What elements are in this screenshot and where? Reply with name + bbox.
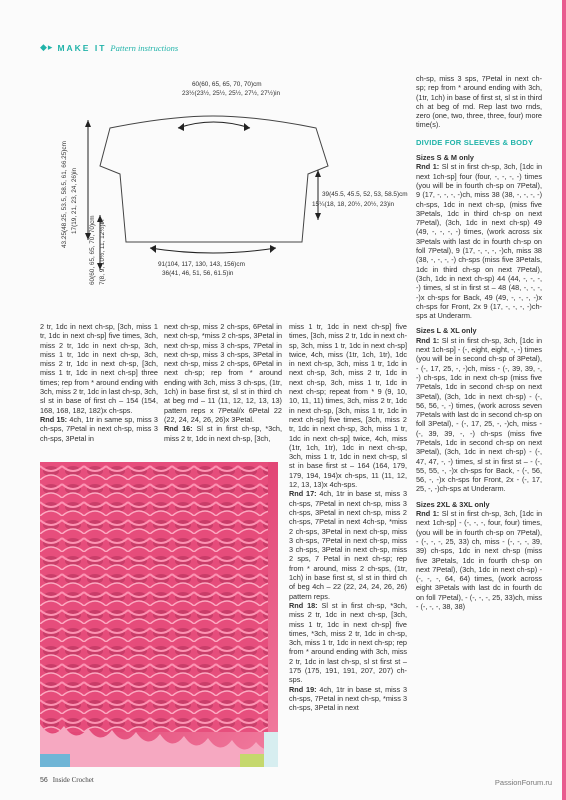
round-label: Rnd 1: — [416, 335, 440, 345]
round-1-2xl-3xl: Rnd 1: Sl st in first ch-sp, 3ch, [1dc in next 1ch-sp] - (-, -, -, four, four) times, (you will be in fourth ch-sp on 7Petal), - (-, -, -, 25, 33) ch, miss - (-, -, -, 39, 39) ch-sps, 1dc in next ch-sp (miss five 3Petals, 1dc in fourth ch-sp on next 7Petal), (3ch, 1dc in next ch-sp) - (-, -, -, 64, 64) times, (work across eight 3Petals with last dc in fourth dc on foll 7Petal), - (-, -, -, 25, 33)ch, miss - (-, -, -, 38, 38) — [416, 509, 542, 612]
page-number: 56 — [40, 777, 48, 784]
watermark: PassionForum.ru — [494, 778, 552, 787]
section-header — [40, 42, 178, 53]
round-label: Rnd 19: — [289, 684, 317, 694]
side-measure-cm: 60(60, 65, 65, 70, 70)cm — [89, 215, 96, 285]
bottom-measure-in: 36(41, 46, 51, 56, 61.5)in — [162, 270, 234, 277]
top-measure-in: 23½(23½, 25½, 25½, 27½, 27½)in — [182, 90, 281, 97]
round-label: Rnd 1: — [416, 162, 440, 172]
round-label: Rnd 18: — [289, 600, 318, 610]
round-1-sm: Rnd 1: Sl st in first ch-sp, 3ch, [1dc in next 1ch-sp] four (four, -, -, -, -) times (you will be in fourth ch-sp on 7Petal), 9 (17, -, -, -, -)ch, miss 38 (38, -, -, -, -) ch-sps, 1dc in next ch-sp, (miss five 3Petals, 1dc in third ch-sp on next 7Petal), (3ch, 1dc in next ch-sp) 49 (49, -, -, -, -) times, (work across six 3Petals with last dc in fourth ch-sp on foll 7Petal), 9 (17, -, -, -, -)ch, miss 38 (38, -, -, -, -) ch-sps (miss five 3Petals, 1dc in third ch-sp on next 7Petal), (3ch, 1dc in next ch-sp) 44 (44, -, -, -, -) times, sl st in first st – 48 (48, -, -, -, -)x ch-sps for Back, 49 (49, -, -, -, -)x ch-sps for Front, 2x 9 (17, -, -, -, -)ch-sps at Underarm. — [416, 162, 542, 321]
hem-arc-arrow — [150, 248, 276, 253]
garment-outline — [100, 116, 328, 242]
round-17: Rnd 17: 4ch, 1tr in base st, miss 3 ch-sps, 7Petal in next ch-sp, miss 3 ch-sps, 3Petal in next ch-sp, miss 2 ch-sps, 7Petal in next 4ch-sp, *miss 2 ch-sps, 3Petal in next ch-sp, miss 3 ch-sps, 7Petal in next ch-sp, miss 3 ch-sps, 3Petal in next ch-sp, miss 2 sps, 7 Petal in next ch-sp; rep from * around, miss 2 ch-sps, (1tr, 1ch) in base first st, sl st in third ch of beg 4ch – 22 (22, 24, 24, 26, 26) pattern reps. — [289, 489, 407, 601]
right-measure-cm: 39(45.5, 45.5, 52, 53, 58.5)cm — [322, 191, 408, 198]
bottom-measure-cm: 91(104, 117, 130, 143, 156)cm — [158, 261, 245, 268]
round-1-lxl: Rnd 1: Sl st in first ch-sp, 3ch, [1dc in next 1ch-sp] - (-, eight, eight, -, -) times (you will be in second ch-sp of 3Petal), - (-, 17, 25, -, -)ch, miss - (-, 39, 39, -, -) ch-sps, 1dc in next ch-sp (miss five 7Petals, 1dc in second ch-sp on next 3Petal), (3ch, 1dc in next ch-sp) - (-, 56, 56, -, -) times, (work across seven 7Petals with last dc in second ch-sp on foll 3Petal), - (-, 17, 25, -, -)ch, miss - (-, 39, 39, -, -) ch-sps (miss five 7Petals, 1dc in second ch-sp on next 3Petal), (3ch, 1dc in next ch-sp) - (-, 47, 47, -, -) times, sl st in first st – - (-, 55, 55, -, -)x ch-sps for Back, - (-, 56, 56, -, -)x ch-sps for Front, 2x - (-, 17, 25, -, -)ch-sps at Underarm. — [416, 335, 542, 494]
round-label: Rnd 17: — [289, 489, 317, 499]
left-measure-in: 17(19, 21, 23, 24, 26)in — [71, 167, 78, 234]
left-measure-cm: 43.25(48.25, 53.5, 58.5, 61, 66.25)cm — [61, 141, 68, 248]
page-footer — [40, 776, 94, 784]
text-column-1 — [40, 322, 158, 443]
size-heading: Sizes 2XL & 3XL only — [416, 499, 490, 509]
top-measure-cm: 60(60, 65, 65, 70, 70)cm — [192, 81, 262, 88]
right-measure-in: 15¼(18, 18, 20½, 20½, 23)in — [312, 201, 395, 208]
round-label: Rnd 1: — [416, 509, 440, 519]
page-edge-stripe — [562, 0, 566, 800]
header-title: MAKE IT — [57, 42, 107, 53]
text-column-4 — [416, 74, 542, 611]
instruction-paragraph: ch-sp, miss 3 sps, 7Petal in next ch-sp; rep from * around ending with 3ch, (1tr, 1ch) in base of first st, sl st in third ch at beg of rnd. Rep last two rnds, zero (one, two, three, three, four) more time(s). — [416, 74, 542, 130]
round-16: Rnd 16: Sl st in first ch-sp, *3ch, miss 2 tr, 1dc in next ch-sp, [3ch, — [164, 424, 283, 443]
garment-schematic — [40, 70, 408, 310]
instruction-paragraph: 2 tr, 1dc in next ch-sp, [3ch, miss 1 tr, 1dc in next ch-sp] five times, 3ch, miss 2 tr, 1dc in next ch-sp, 3ch, miss 1 tr, 1dc in next ch-sp, 3ch, miss 2 tr, 1dc in next ch-sp, [3ch, miss 1 tr, 1dc in next ch-sp] three times; rep from * around ending with 3ch, miss 2 tr, 1dc in last ch-sp, 3ch, sl st in base of first ch – 154 (154, 168, 168, 182, 182)x ch-sps. — [40, 322, 158, 415]
text-column-3 — [289, 322, 407, 712]
crochet-fabric-photo — [40, 462, 278, 767]
side-measure-in: 7(8, 9, 10½, 11, 12½)in — [99, 219, 106, 285]
round-18: Rnd 18: Sl st in first ch-sp, *3ch, miss 2 tr, 1dc in next ch-sp, [3ch, miss 1 tr, 1dc in next ch-sp] five times, *3ch, miss 2 tr, 1dc in ch-sp, 3ch, miss 1 tr, 1dc in next ch-sp; rep from * around ending with 3ch, miss 2 tr, 1dc in last ch-sp, sl st first st – 175 (175, 191, 191, 207, 207) ch-sps. — [289, 600, 408, 685]
round-label: Rnd 16: — [164, 424, 193, 434]
round-19: Rnd 19: 4ch, 1tr in base st, miss 3 ch-sps, 7Petal in next ch-sp, *miss 3 ch-sps, 3Petal in next — [289, 684, 407, 713]
magazine-name: Inside Crochet — [52, 776, 94, 784]
neck-arc-arrow — [178, 122, 250, 128]
instruction-paragraph: miss 1 tr, 1dc in next ch-sp] five times, [3ch, miss 2 tr, 1dc in next ch-sp, 3ch, miss 1 tr, 1dc in next ch-sp] twice, 4ch, miss (1tr, 1ch, 1tr), 1dc in next ch-sp, 3ch, miss 1 tr, 1dc in next ch-sp, 3ch, miss 2 tr, 1dc in next ch-sp, 3ch, miss 1 tr, 1dc in next ch-sp; repeat from * 9 (9, 10, 10, 11, 11) times, 3ch, miss 2 tr, 1dc in next ch-sp, [3ch, miss 1 tr, 1dc in next ch-sp] five times, [3ch, miss 2 tr, 1dc in next ch-sp, 3ch, miss 1 tr, 1dc in next ch-sp] twice, 4ch, miss (1tr, 1ch, 1tr), 1dc in next ch-sp, 3ch, miss 1 tr, 1dc in next ch-sp, sl st in base first st – 164 (164, 179, 179, 194, 194)x ch-sps, 11 (11, 12, 12, 13, 13)x 4ch-sps. — [289, 322, 408, 490]
round-label: Rnd 15: — [40, 414, 68, 424]
round-15: Rnd 15: 4ch, 1tr in same sp, miss 3 ch-sps, 7Petal in next ch-sp, miss 3 ch-sps, 3Petal in — [40, 414, 158, 443]
size-heading: Sizes L & XL only — [416, 326, 477, 336]
instruction-paragraph: next ch-sp, miss 2 ch-sps, 6Petal in next ch-sp, *miss 2 ch-sps, 3Petal in next ch-sp, miss 3 ch-sps, 7Petal in next ch-sp, miss 3 ch-sps, 3Petal in next ch-sp, miss 2 ch-sps, 6Petal in next ch-sp; rep from * around ending with 3ch, miss 3 ch-sps, (1tr, 1ch) in base first st, sl st in third ch at beg rnd – 11 (11, 12, 12, 13, 13) pattern reps x 7Petal/x 6Petal 22 (22, 24, 24, 26, 26)x 3Petal. — [164, 322, 282, 424]
arrows-icon: ◆▸ — [40, 42, 54, 52]
section-heading: DIVIDE FOR SLEEVES & BODY — [416, 137, 534, 147]
size-heading: Sizes S & M only — [416, 153, 474, 163]
header-subtitle: Pattern instructions — [110, 42, 179, 53]
text-column-2 — [164, 322, 282, 443]
